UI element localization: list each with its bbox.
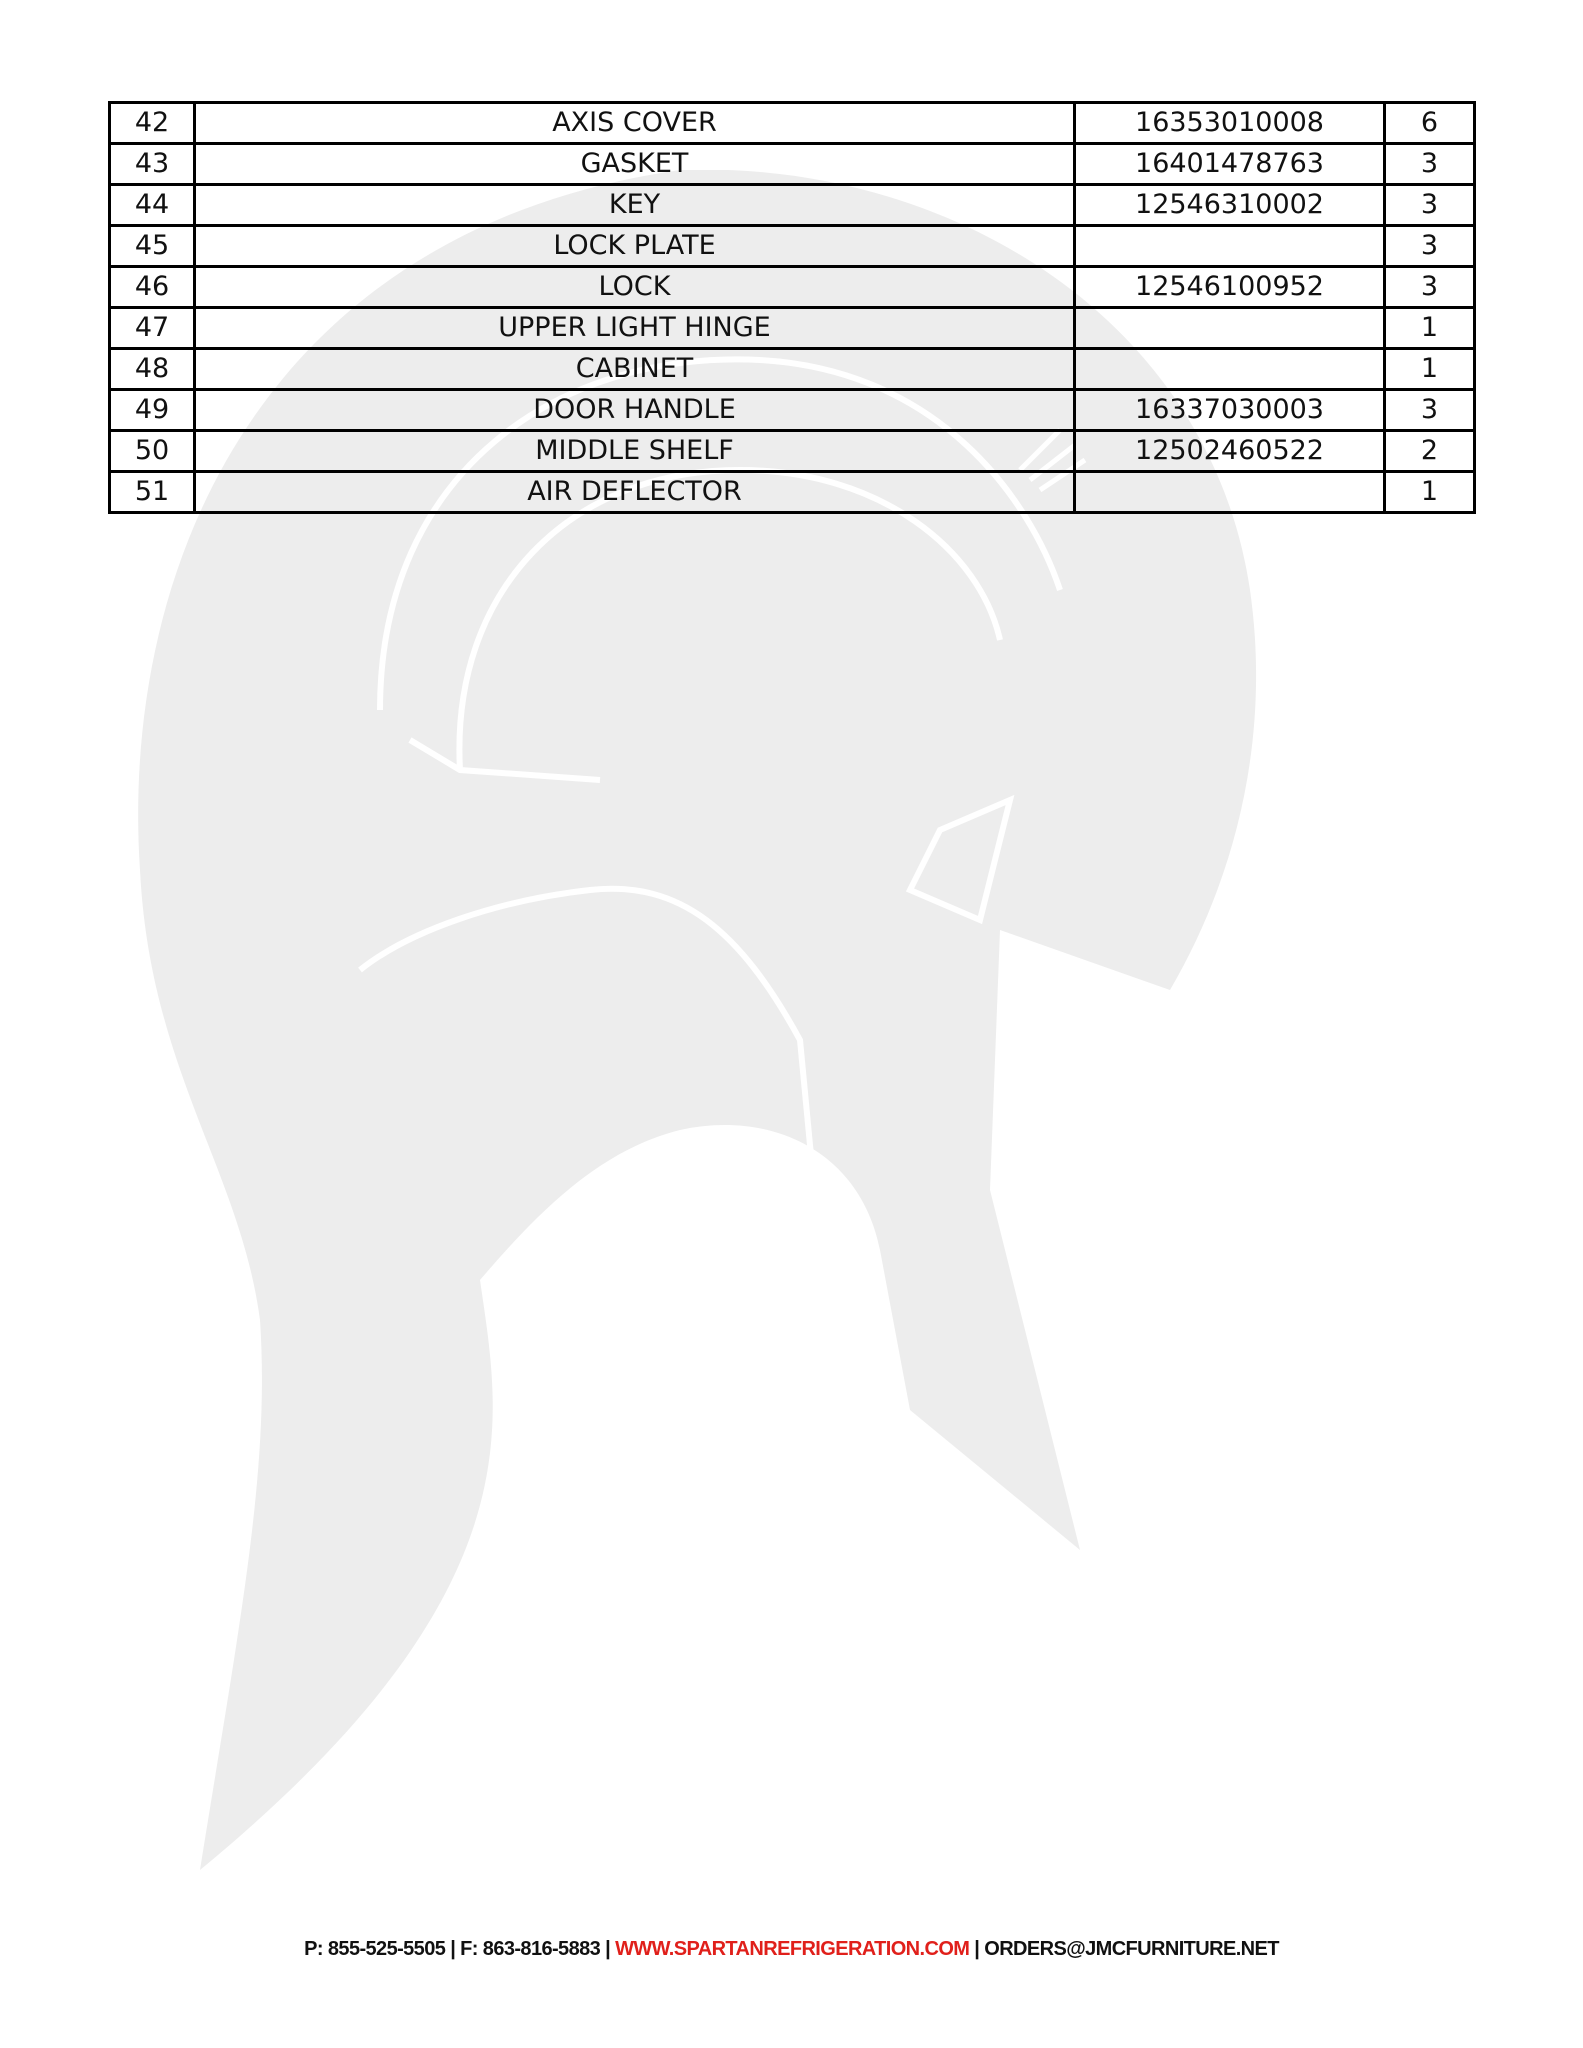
footer-website-link[interactable]: WWW.SPARTANREFRIGERATION.COM (615, 1938, 970, 1960)
item-description: MIDDLE SHELF (195, 431, 1075, 472)
item-description: AIR DEFLECTOR (195, 472, 1075, 513)
item-number: 49 (110, 390, 195, 431)
table-row (110, 472, 1475, 513)
table-row (110, 349, 1475, 390)
item-description: UPPER LIGHT HINGE (195, 308, 1075, 349)
item-description: LOCK (195, 267, 1075, 308)
parts-table (108, 101, 1476, 514)
part-number: 12546100952 (1075, 267, 1385, 308)
footer-email[interactable]: | ORDERS@JMCFURNITURE.NET (969, 1938, 1279, 1960)
table-row (110, 144, 1475, 185)
item-number: 47 (110, 308, 195, 349)
item-quantity: 3 (1385, 185, 1475, 226)
footer-phone-fax: P: 855-525-5505 | F: 863-816-5883 | (304, 1938, 616, 1960)
item-number: 44 (110, 185, 195, 226)
item-description: GASKET (195, 144, 1075, 185)
item-quantity: 3 (1385, 267, 1475, 308)
table-row (110, 103, 1475, 144)
table-row (110, 226, 1475, 267)
part-number: 16353010008 (1075, 103, 1385, 144)
item-quantity: 2 (1385, 431, 1475, 472)
table-row (110, 267, 1475, 308)
item-description: CABINET (195, 349, 1075, 390)
item-description: DOOR HANDLE (195, 390, 1075, 431)
item-number: 46 (110, 267, 195, 308)
part-number: 16401478763 (1075, 144, 1385, 185)
item-quantity: 3 (1385, 144, 1475, 185)
item-quantity: 3 (1385, 390, 1475, 431)
item-quantity: 3 (1385, 226, 1475, 267)
table-row (110, 185, 1475, 226)
part-number: 12546310002 (1075, 185, 1385, 226)
contact-footer (0, 1938, 1583, 1961)
part-number (1075, 472, 1385, 513)
item-number: 51 (110, 472, 195, 513)
part-number (1075, 349, 1385, 390)
part-number (1075, 308, 1385, 349)
item-quantity: 1 (1385, 472, 1475, 513)
item-description: KEY (195, 185, 1075, 226)
item-quantity: 1 (1385, 349, 1475, 390)
item-quantity: 1 (1385, 308, 1475, 349)
table-row (110, 390, 1475, 431)
item-number: 50 (110, 431, 195, 472)
item-number: 45 (110, 226, 195, 267)
table-row (110, 431, 1475, 472)
item-number: 48 (110, 349, 195, 390)
part-number: 12502460522 (1075, 431, 1385, 472)
table-row (110, 308, 1475, 349)
item-number: 43 (110, 144, 195, 185)
part-number (1075, 226, 1385, 267)
item-quantity: 6 (1385, 103, 1475, 144)
part-number: 16337030003 (1075, 390, 1385, 431)
item-number: 42 (110, 103, 195, 144)
item-description: AXIS COVER (195, 103, 1075, 144)
item-description: LOCK PLATE (195, 226, 1075, 267)
